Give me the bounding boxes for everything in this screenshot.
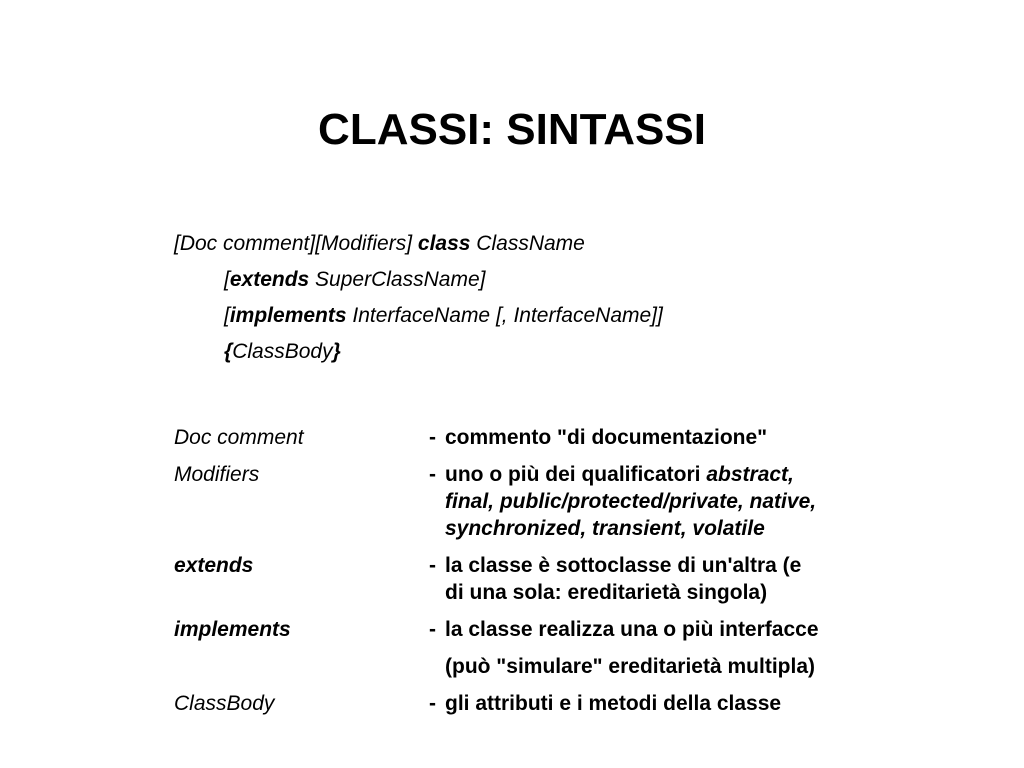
syntax-classbody: ClassBody: [232, 340, 333, 363]
definition-extends: [174, 552, 974, 606]
dash: -: [429, 618, 436, 641]
desc-modifiers: [429, 461, 974, 542]
term-doc-comment: Doc comment: [174, 426, 304, 449]
definition-doc-comment: [174, 424, 974, 451]
syntax-implements-open: [: [224, 304, 230, 327]
desc-modifiers-line3: synchronized, transient, volatile: [445, 517, 765, 540]
class-syntax-block: [174, 226, 663, 370]
desc-doc-comment-text: commento "di documentazione": [445, 426, 768, 449]
desc-modifiers-text: uno o più dei qualificatori: [445, 463, 707, 486]
syntax-interfacenames: InterfaceName [, InterfaceName]]: [346, 304, 663, 327]
syntax-line-implements: [174, 298, 663, 334]
slide-title: CLASSI: SINTASSI: [318, 105, 706, 154]
syntax-brace-close: }: [332, 340, 341, 363]
desc-extends-line1: la classe è sottoclasse di un'altra (e: [445, 554, 802, 577]
dash: -: [429, 463, 436, 486]
syntax-brace-open: {: [224, 340, 233, 363]
syntax-classname: ClassName: [470, 232, 585, 255]
syntax-line-class: [174, 226, 663, 262]
syntax-doc-modifiers: [Doc comment][Modifiers]: [174, 232, 418, 255]
syntax-keyword-class: class: [417, 232, 471, 255]
term-extends: extends: [174, 554, 254, 577]
definition-classbody: [174, 690, 974, 717]
syntax-superclassname: SuperClassName]: [309, 268, 486, 291]
desc-modifiers-line1: [445, 461, 974, 488]
term-classbody: ClassBody: [174, 692, 275, 715]
syntax-extends-open: [: [224, 268, 230, 291]
desc-classbody-text: gli attributi e i metodi della classe: [445, 692, 782, 715]
syntax-keyword-extends: extends: [229, 268, 310, 291]
term-modifiers: Modifiers: [174, 463, 260, 486]
syntax-line-classbody: [174, 334, 663, 370]
desc-extends: [429, 552, 974, 606]
desc-classbody: [429, 690, 974, 717]
definition-implements: [174, 616, 974, 680]
desc-implements-line1: la classe realizza una o più interfacce: [445, 618, 819, 641]
dash: -: [429, 426, 436, 449]
definition-modifiers: [174, 461, 974, 542]
desc-modifiers-abstract: abstract,: [706, 463, 794, 486]
desc-implements-line2: (può "simulare" ereditarietà multipla): [445, 655, 815, 678]
syntax-keyword-implements: implements: [229, 304, 347, 327]
term-implements: implements: [174, 618, 291, 641]
desc-extends-line2: di una sola: ereditarietà singola): [445, 581, 768, 604]
desc-modifiers-line2: final, public/protected/private, native,: [445, 490, 817, 513]
desc-doc-comment: [429, 424, 974, 451]
desc-implements: [429, 616, 974, 680]
definitions-list: [174, 424, 974, 727]
syntax-line-extends: [174, 262, 663, 298]
dash: -: [429, 692, 436, 715]
dash: -: [429, 554, 436, 577]
